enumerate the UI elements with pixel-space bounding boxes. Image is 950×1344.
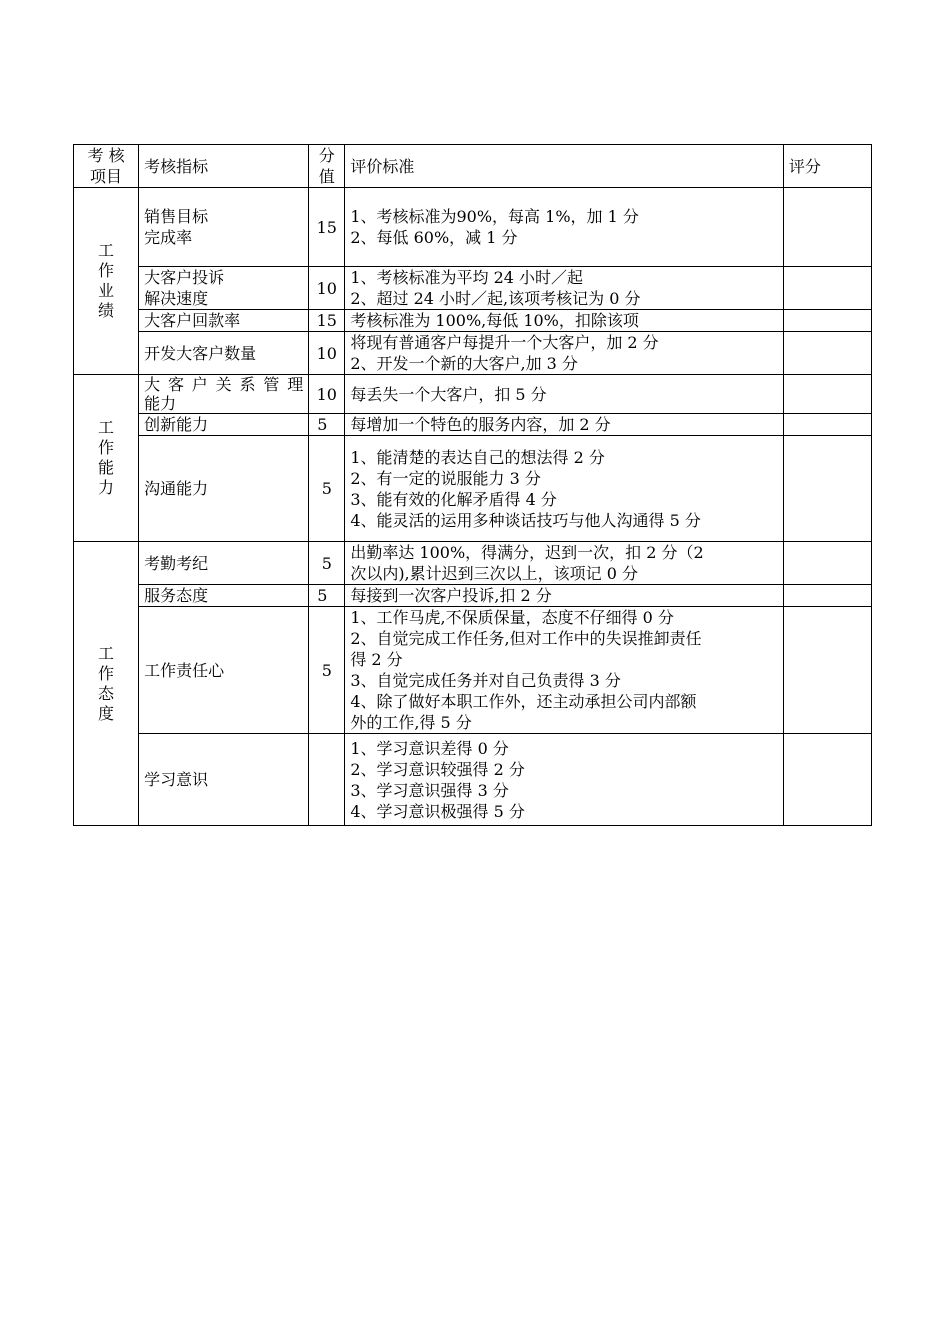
criteria-cell: [345, 436, 784, 542]
grade-cell[interactable]: [783, 607, 871, 734]
grade-cell[interactable]: [783, 375, 871, 414]
table-row: [74, 734, 872, 826]
criteria-line: 1、学习意识差得 0 分: [350, 738, 509, 758]
criteria-line: 4、学习意识极强得 5 分: [350, 801, 525, 821]
header-category: [74, 145, 139, 188]
indicator-cell: [139, 585, 309, 607]
criteria-cell: [345, 585, 784, 607]
header-score: [309, 145, 345, 188]
indicator-line: 沟通能力: [144, 479, 209, 498]
table-row: [74, 332, 872, 375]
indicator-line: 工作责任心: [144, 660, 225, 680]
score-cell: 15: [309, 310, 345, 332]
criteria-line: 4、除了做好本职工作外，还主动承担公司内部额: [350, 692, 697, 711]
indicator-cell: [139, 734, 309, 826]
criteria-line: 2、有一定的说服能力 3 分: [350, 468, 541, 488]
criteria-line: 2、超过 24 小时／起,该项考核记为 0 分: [350, 289, 641, 308]
criteria-line: 1、工作马虎,不保质保量，态度不仔细得 0 分: [350, 608, 674, 627]
criteria-line: 2、开发一个新的大客户,加 3 分: [350, 354, 578, 373]
indicator-cell: [139, 267, 309, 310]
criteria-cell: [345, 375, 784, 414]
criteria-cell: [345, 267, 784, 310]
category-label: 工作能力: [98, 418, 115, 497]
indicator-cell: [139, 436, 309, 542]
grade-cell[interactable]: [783, 734, 871, 826]
criteria-cell: [345, 332, 784, 375]
indicator-line: 大客户回款率: [144, 311, 241, 330]
indicator-cell: [139, 188, 309, 267]
criteria-line: 2、每低 60%，减 1 分: [350, 228, 518, 247]
grade-cell[interactable]: [783, 542, 871, 585]
indicator-line: 大客户关系管理: [144, 375, 304, 394]
score-cell: 5: [309, 585, 345, 607]
evaluation-table: [73, 144, 872, 826]
grade-cell[interactable]: [783, 332, 871, 375]
table-row: [74, 414, 872, 436]
indicator-line: 服务态度: [144, 586, 209, 605]
criteria-line: 1、考核标准为平均 24 小时／起: [350, 268, 584, 287]
header-category-line1: 考 核: [87, 146, 125, 165]
category-cell: [74, 188, 139, 375]
indicator-line: 完成率: [144, 228, 193, 247]
score-cell: 5: [309, 607, 345, 734]
category-cell: [74, 375, 139, 542]
header-score-line1: 分: [318, 146, 335, 165]
criteria-cell: [345, 542, 784, 585]
grade-cell[interactable]: [783, 585, 871, 607]
table-row: [74, 585, 872, 607]
grade-cell[interactable]: [783, 436, 871, 542]
criteria-cell: [345, 607, 784, 734]
criteria-cell: [345, 310, 784, 332]
criteria-line: 次以内),累计迟到三次以上，该项记 0 分: [350, 564, 638, 583]
indicator-line: 创新能力: [144, 415, 209, 434]
table-row: [74, 188, 872, 267]
indicator-line: 解决速度: [144, 289, 209, 308]
indicator-line: 能力: [144, 394, 177, 413]
header-category-line2: 项目: [90, 167, 123, 186]
indicator-line: 大客户投诉: [144, 268, 225, 287]
category-label: 工作业绩: [98, 241, 115, 320]
criteria-line: 3、能有效的化解矛盾得 4 分: [350, 489, 557, 509]
criteria-line: 3、自觉完成任务并对自己负责得 3 分: [350, 671, 621, 690]
header-criteria: 评价标准: [345, 145, 784, 188]
table-row: [74, 607, 872, 734]
score-cell: 10: [309, 267, 345, 310]
criteria-line: 1、考核标准为90%，每高 1%，加 1 分: [350, 207, 639, 226]
criteria-line: 每增加一个特色的服务内容，加 2 分: [350, 415, 611, 434]
criteria-line: 外的工作,得 5 分: [350, 713, 472, 732]
score-cell: 5: [309, 436, 345, 542]
criteria-line: 每接到一次客户投诉,扣 2 分: [350, 586, 552, 605]
criteria-cell: [345, 414, 784, 436]
header-row: [74, 145, 872, 188]
indicator-line: 销售目标: [144, 207, 209, 226]
criteria-line: 得 2 分: [350, 650, 403, 669]
criteria-cell: [345, 188, 784, 267]
table-row: [74, 267, 872, 310]
indicator-cell: [139, 310, 309, 332]
score-cell: 5: [309, 542, 345, 585]
category-cell: [74, 542, 139, 826]
header-score-line2: 值: [318, 167, 335, 186]
grade-cell[interactable]: [783, 310, 871, 332]
indicator-cell: [139, 375, 309, 414]
indicator-line: 考勤考纪: [144, 553, 209, 573]
criteria-line: 1、能清楚的表达自己的想法得 2 分: [350, 447, 605, 467]
score-cell: 10: [309, 332, 345, 375]
criteria-line: 2、自觉完成工作任务,但对工作中的失误推卸责任: [350, 629, 702, 648]
criteria-line: 2、学习意识较强得 2 分: [350, 759, 525, 779]
score-cell: 5: [309, 414, 345, 436]
table-row: [74, 375, 872, 414]
criteria-line: 将现有普通客户每提升一个大客户，加 2 分: [350, 333, 659, 352]
score-cell: 10: [309, 375, 345, 414]
criteria-line: 每丢失一个大客户，扣 5 分: [350, 384, 547, 404]
category-label: 工作态度: [98, 643, 115, 723]
score-cell: [309, 734, 345, 826]
header-indicator: 考核指标: [139, 145, 309, 188]
criteria-line: 出勤率达 100%，得满分，迟到一次，扣 2 分（2: [350, 543, 704, 562]
indicator-line: 开发大客户数量: [144, 343, 257, 363]
criteria-line: 考核标准为 100%,每低 10%，扣除该项: [350, 311, 639, 330]
indicator-cell: [139, 414, 309, 436]
indicator-cell: [139, 542, 309, 585]
indicator-line: 学习意识: [144, 770, 209, 789]
grade-cell[interactable]: [783, 267, 871, 310]
criteria-line: 4、能灵活的运用多种谈话技巧与他人沟通得 5 分: [350, 510, 701, 530]
table-row: [74, 542, 872, 585]
indicator-cell: [139, 607, 309, 734]
score-cell: 15: [309, 188, 345, 267]
criteria-line: 3、学习意识强得 3 分: [350, 780, 509, 800]
header-grade: 评分: [783, 145, 871, 188]
criteria-cell: [345, 734, 784, 826]
indicator-cell: [139, 332, 309, 375]
table-row: [74, 436, 872, 542]
grade-cell[interactable]: [783, 414, 871, 436]
table-row: [74, 310, 872, 332]
grade-cell[interactable]: [783, 188, 871, 267]
